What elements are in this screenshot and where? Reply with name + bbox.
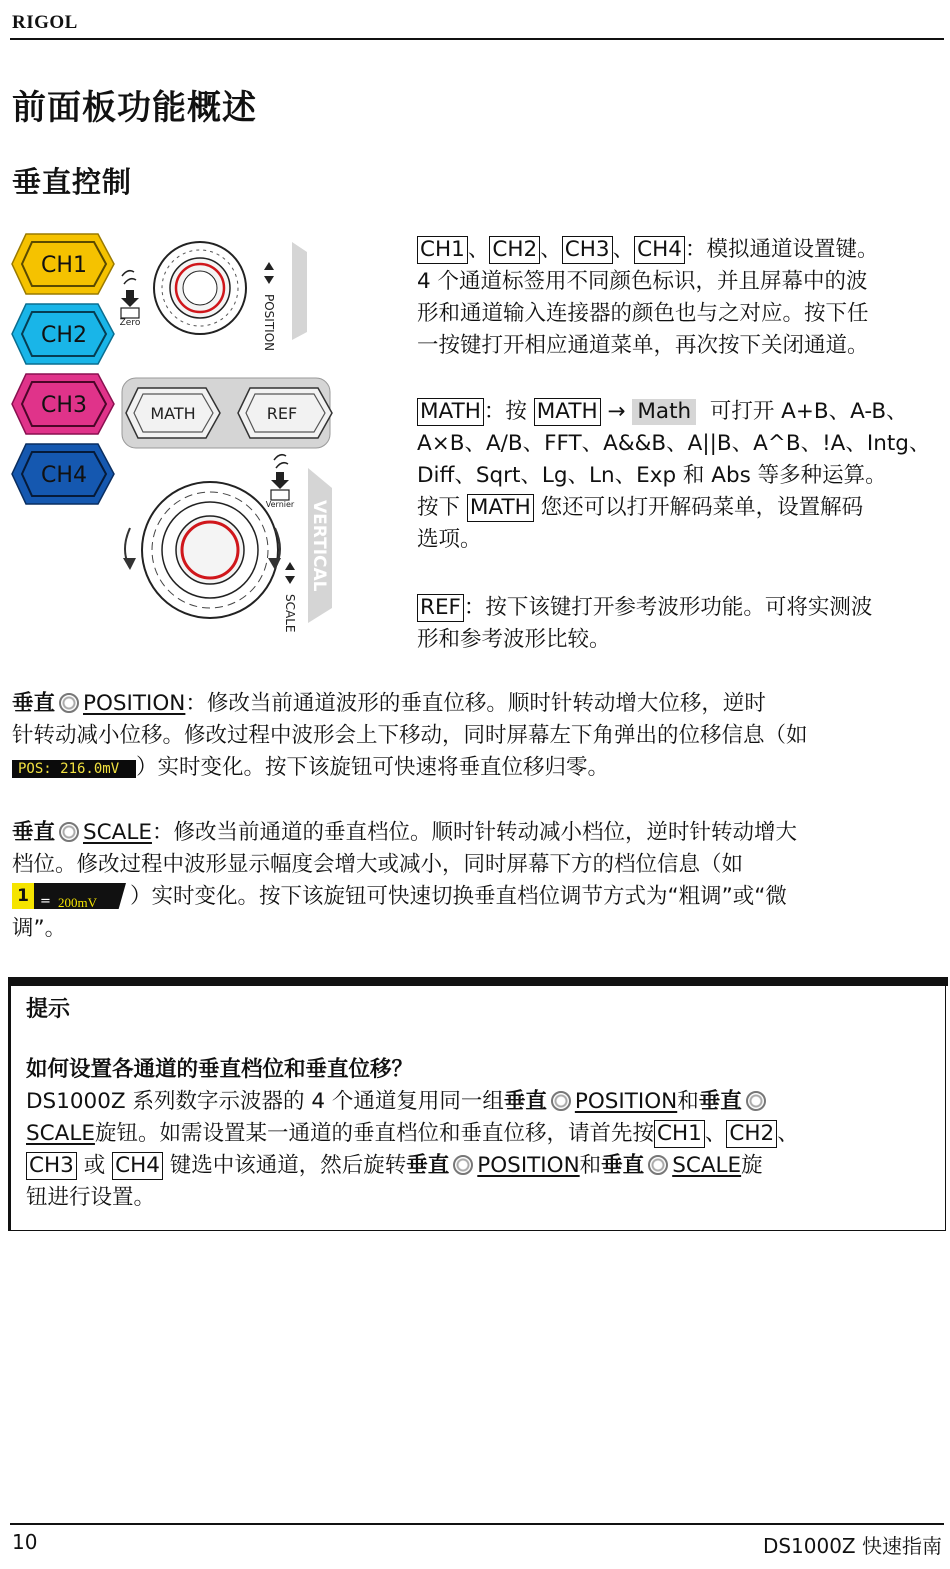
zero-label: Zero: [119, 318, 141, 328]
math-button[interactable]: [126, 388, 220, 438]
position-description: [12, 688, 942, 784]
position-line1-tail: ：修改当前通道波形的垂直位移。顺时针转动增大位移，逆时: [185, 691, 766, 716]
channel-line: 形和通道输入连接器的颜色也与之对应。按下任: [417, 301, 869, 326]
position-readout: POS: 216.0mV: [12, 760, 136, 778]
ch4-key: CH4: [112, 1152, 163, 1180]
math-press: ：按: [483, 399, 527, 424]
ccw-arrowhead-icon: [123, 558, 136, 570]
knob-icon: [59, 693, 79, 713]
channel-description: [417, 234, 942, 362]
tip-content: [26, 1054, 936, 1214]
ref-line1: ：按下该键打开参考波形功能。可将实测波: [463, 595, 873, 620]
position-label-group: [262, 262, 276, 351]
ch4-button[interactable]: [12, 444, 114, 504]
math-line: A×B、A/B、FFT、A&&B、A||B、A^B、!A、Intg、: [417, 431, 931, 456]
vertical-bold: 垂直: [12, 820, 56, 845]
scale-label-group: [283, 562, 297, 632]
vertical-label: VERTICAL: [309, 500, 329, 592]
ch1-button[interactable]: [12, 234, 114, 294]
scale-line3-tail: ）实时变化。按下该旋钮可快速切换垂直档位调节方式为“粗调”或“微: [130, 884, 787, 909]
math-line: Diff、Sqrt、Lg、Ln、Exp 和 Abs 等多种运算。: [417, 463, 887, 488]
separator: 、: [704, 1121, 727, 1146]
scale-line: 调”。: [12, 916, 67, 941]
scale-badge-channel: 1: [12, 883, 34, 909]
header-rule: [10, 38, 944, 40]
separator: 、: [612, 237, 635, 262]
panel-edge-decor: [292, 242, 307, 340]
tip-line3-tail: 旋: [741, 1153, 763, 1178]
scale-knob[interactable]: [142, 482, 278, 618]
tip-line1-pre: DS1000Z 系列数字示波器的 4 个通道复用同一组: [26, 1089, 504, 1114]
position-line: 针转动减小位移。修改过程中波形会上下移动，同时屏幕左下角弹出的位移信息（如: [12, 723, 808, 748]
knob-icon: [453, 1155, 473, 1175]
ch2-button[interactable]: [12, 304, 114, 364]
channel-line: 4 个通道标签用不同颜色标识，并且屏幕中的波: [417, 269, 868, 294]
position-line3-tail: ）实时变化。按下该旋钮可快速将垂直位移归零。: [136, 755, 610, 780]
position-knob[interactable]: [154, 242, 246, 334]
footer-rule: [10, 1523, 944, 1525]
channel-line: 一按键打开相应通道菜单，再次按下关闭通道。: [417, 333, 869, 358]
channel-lead: ：模拟通道设置键。: [684, 237, 879, 262]
vertical-bold: 垂直: [503, 1089, 547, 1114]
ch1-key: CH1: [654, 1120, 705, 1148]
tip-line2-tail: 旋钮。如需设置某一通道的垂直档位和垂直位移，请首先按: [94, 1121, 654, 1146]
or-text: 或: [83, 1153, 106, 1178]
math-key: MATH: [467, 494, 534, 522]
scale-readout-badge: [12, 883, 130, 909]
dc-coupling-icon: =: [40, 894, 51, 909]
document-title: DS1000Z 快速指南: [762, 1534, 942, 1558]
page-number: 10: [12, 1530, 38, 1554]
vertical-bold: 垂直: [406, 1153, 450, 1178]
brand-logo: RIGOL: [12, 12, 78, 33]
ref-button[interactable]: [238, 388, 332, 438]
separator: 、: [777, 1121, 799, 1146]
scale-knob-name: SCALE: [83, 820, 152, 845]
ch4-key: CH4: [634, 236, 685, 264]
knob-icon: [746, 1091, 766, 1111]
scale-line1-tail: ：修改当前通道的垂直档位。顺时针转动减小档位，逆时针转动增大: [151, 820, 797, 845]
tip-question: 如何设置各通道的垂直档位和垂直位移？: [26, 1057, 414, 1082]
math-line4-pre: 按下: [417, 495, 461, 520]
math-line: 选项。: [417, 527, 482, 552]
zero-press-icon: [120, 271, 141, 328]
vertical-control-panel-illustration: [10, 228, 340, 638]
ref-button-label: REF: [266, 404, 298, 423]
tip-line4: 钮进行设置。: [26, 1185, 156, 1210]
section-title: 垂直控制: [12, 165, 133, 199]
math-button-label: MATH: [150, 404, 196, 423]
ch2-button-label: CH2: [41, 323, 87, 348]
ch3-button-label: CH3: [41, 393, 87, 418]
separator: 、: [540, 237, 562, 262]
scale-label: SCALE: [283, 594, 297, 633]
knob-icon: [551, 1091, 571, 1111]
position-label: POSITION: [262, 294, 276, 352]
ref-key: REF: [417, 594, 464, 622]
ch3-button[interactable]: [12, 374, 114, 434]
scale-badge-value: 200mV: [58, 895, 97, 910]
position-knob-name: POSITION: [83, 691, 186, 716]
math-line1-tail: 可打开 A+B、A-B、: [709, 399, 908, 424]
vernier-label: Vernier: [265, 500, 295, 509]
and-text: 和: [579, 1153, 602, 1178]
ch2-key: CH2: [489, 236, 540, 264]
knob-icon: [59, 822, 79, 842]
arrow-icon: →: [607, 399, 626, 424]
ref-description: [417, 592, 942, 656]
ch4-button-label: CH4: [41, 463, 87, 488]
math-key: MATH: [534, 398, 601, 426]
ch2-key: CH2: [726, 1120, 777, 1148]
math-line4-post: 您还可以打开解码菜单，设置解码: [540, 495, 864, 520]
and-text: 和: [677, 1089, 699, 1114]
scale-knob-name: SCALE: [26, 1121, 95, 1146]
knob-icon: [648, 1155, 668, 1175]
position-knob-name: POSITION: [574, 1089, 678, 1114]
ref-line: 形和参考波形比较。: [417, 627, 611, 652]
page-title: 前面板功能概述: [12, 88, 257, 128]
scale-knob-name: SCALE: [672, 1153, 742, 1178]
scale-description: [12, 817, 942, 945]
tip-line3-mid: 键选中该通道，然后旋转: [169, 1153, 407, 1178]
vertical-bold: 垂直: [12, 691, 56, 716]
math-key: MATH: [417, 398, 484, 426]
math-description: [417, 396, 942, 556]
ch1-button-label: CH1: [41, 253, 87, 278]
ch3-key: CH3: [26, 1152, 77, 1180]
math-menu-key: Math: [632, 399, 696, 425]
position-knob-name: POSITION: [477, 1153, 580, 1178]
ch3-key: CH3: [562, 236, 613, 264]
vertical-bold: 垂直: [698, 1089, 742, 1114]
separator: 、: [467, 237, 490, 262]
tip-label: 提示: [26, 997, 71, 1022]
scale-line: 档位。修改过程中波形显示幅度会增大或减小，同时屏幕下方的档位信息（如: [12, 852, 744, 877]
vernier-press-icon: [266, 455, 295, 509]
ch1-key: CH1: [417, 236, 468, 264]
vertical-bold: 垂直: [601, 1153, 645, 1178]
